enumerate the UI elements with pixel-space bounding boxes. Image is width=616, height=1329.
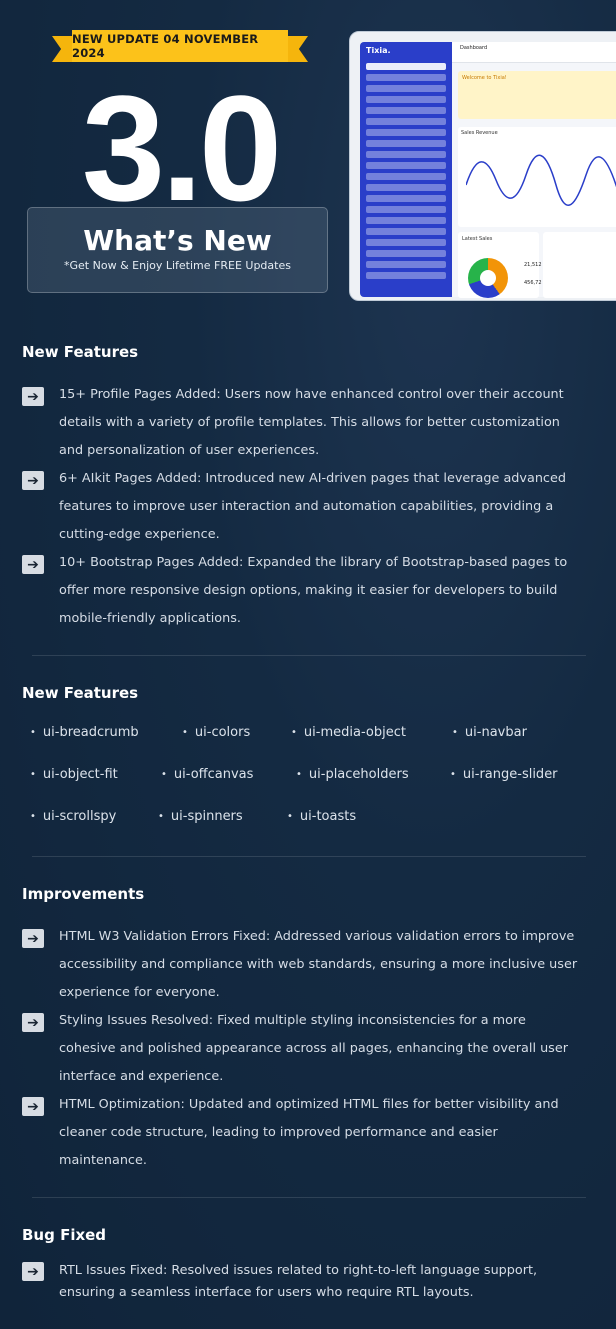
preview-logo: Tixia. [366,46,391,55]
preview-latest-sales-title: Latest Sales [462,236,493,242]
list-item: • ui-toasts [287,809,356,824]
list-item: • ui-spinners [158,809,243,824]
list-item: • ui-object-fit [30,767,118,782]
list-item: • ui-range-slider [450,767,558,782]
divider [32,856,586,857]
arrow-right-icon: ➔ [22,555,44,574]
preview-stat-2: 456,72 [524,280,542,286]
bug-fixed-section [22,1226,586,1304]
arrow-right-icon: ➔ [22,1013,44,1032]
improvement-text: HTML Optimization: Updated and optimized HTML files for better visibility and cleaner code structure, leading to improved performance and easier maintenance. [59,1097,559,1168]
feature-text: 10+ Bootstrap Pages Added: Expanded the library of Bootstrap-based pages to offer more responsive design options, making it easier for developers to build mobile-friendly applications. [59,555,568,626]
preview-wave-chart [466,145,616,215]
preview-donut-chart [468,258,508,298]
preview-sales-title: Sales Revenue [461,130,498,136]
preview-sales-card [458,127,616,227]
list-item: • ui-colors [182,725,250,740]
preview-latest-sales [458,232,542,298]
improvements-section [22,885,586,1175]
whats-new-subtitle: *Get Now & Enjoy Lifetime FREE Updates [64,259,291,272]
arrow-right-icon: ➔ [22,929,44,948]
whats-new-box [27,207,328,293]
list-item: • ui-breadcrumb [30,725,139,740]
feature-text: 15+ Profile Pages Added: Users now have enhanced control over their account details with a variety of profile templates. This allows for better customization and personalization of user experiences. [59,387,564,458]
arrow-right-icon: ➔ [22,1262,44,1281]
arrow-right-icon: ➔ [22,1097,44,1116]
preview-stat-1: 21,512 [524,262,542,268]
new-features-section [22,343,586,633]
preview-sidebar [360,42,452,297]
preview-main [452,42,616,297]
preview-latest-list [543,232,616,298]
version-number: 3.0 [81,64,279,232]
arrow-right-icon: ➔ [22,471,44,490]
ribbon-text: NEW UPDATE 04 NOVEMBER 2024 [72,30,288,62]
components-title: New Features [22,684,139,702]
divider [32,655,586,656]
list-item: • ui-placeholders [296,767,409,782]
divider [32,1197,586,1198]
preview-page-title: Dashboard [452,42,616,63]
list-item: • ui-navbar [452,725,527,740]
list-item: • ui-scrollspy [30,809,116,824]
dashboard-preview [349,31,616,301]
bug-fixed-title: Bug Fixed [22,1226,107,1244]
list-item [22,465,586,549]
list-item [22,1091,586,1175]
list-item [22,1007,586,1091]
improvements-title: Improvements [22,885,145,903]
improvement-text: Styling Issues Resolved: Fixed multiple styling inconsistencies for a more cohesive and polished appearance across all pages, enhancing the overall user interface and experience. [59,1013,568,1084]
update-ribbon [52,28,308,68]
new-features-title: New Features [22,343,139,361]
list-item [22,549,586,633]
list-item [22,923,586,1007]
list-item [22,381,586,465]
feature-text: 6+ AIkit Pages Added: Introduced new AI-driven pages that leverage advanced features to improve user interaction and automation capabilities, providing a cutting-edge experience. [59,471,566,542]
components-section [22,684,586,702]
list-item [22,1260,586,1304]
bugfix-text: RTL Issues Fixed: Resolved issues related to right-to-left language support, ensuring a seamless interface for users who require RTL layouts. [59,1263,538,1300]
list-item: • ui-media-object [291,725,406,740]
whats-new-title: What’s New [83,224,272,257]
improvement-text: HTML W3 Validation Errors Fixed: Addressed various validation errors to improve accessibility and compliance with web standards, ensuring a more inclusive user experience for everyone. [59,929,578,1000]
preview-welcome: Welcome to Tixia! [458,71,616,119]
arrow-right-icon: ➔ [22,387,44,406]
list-item: • ui-offcanvas [161,767,253,782]
